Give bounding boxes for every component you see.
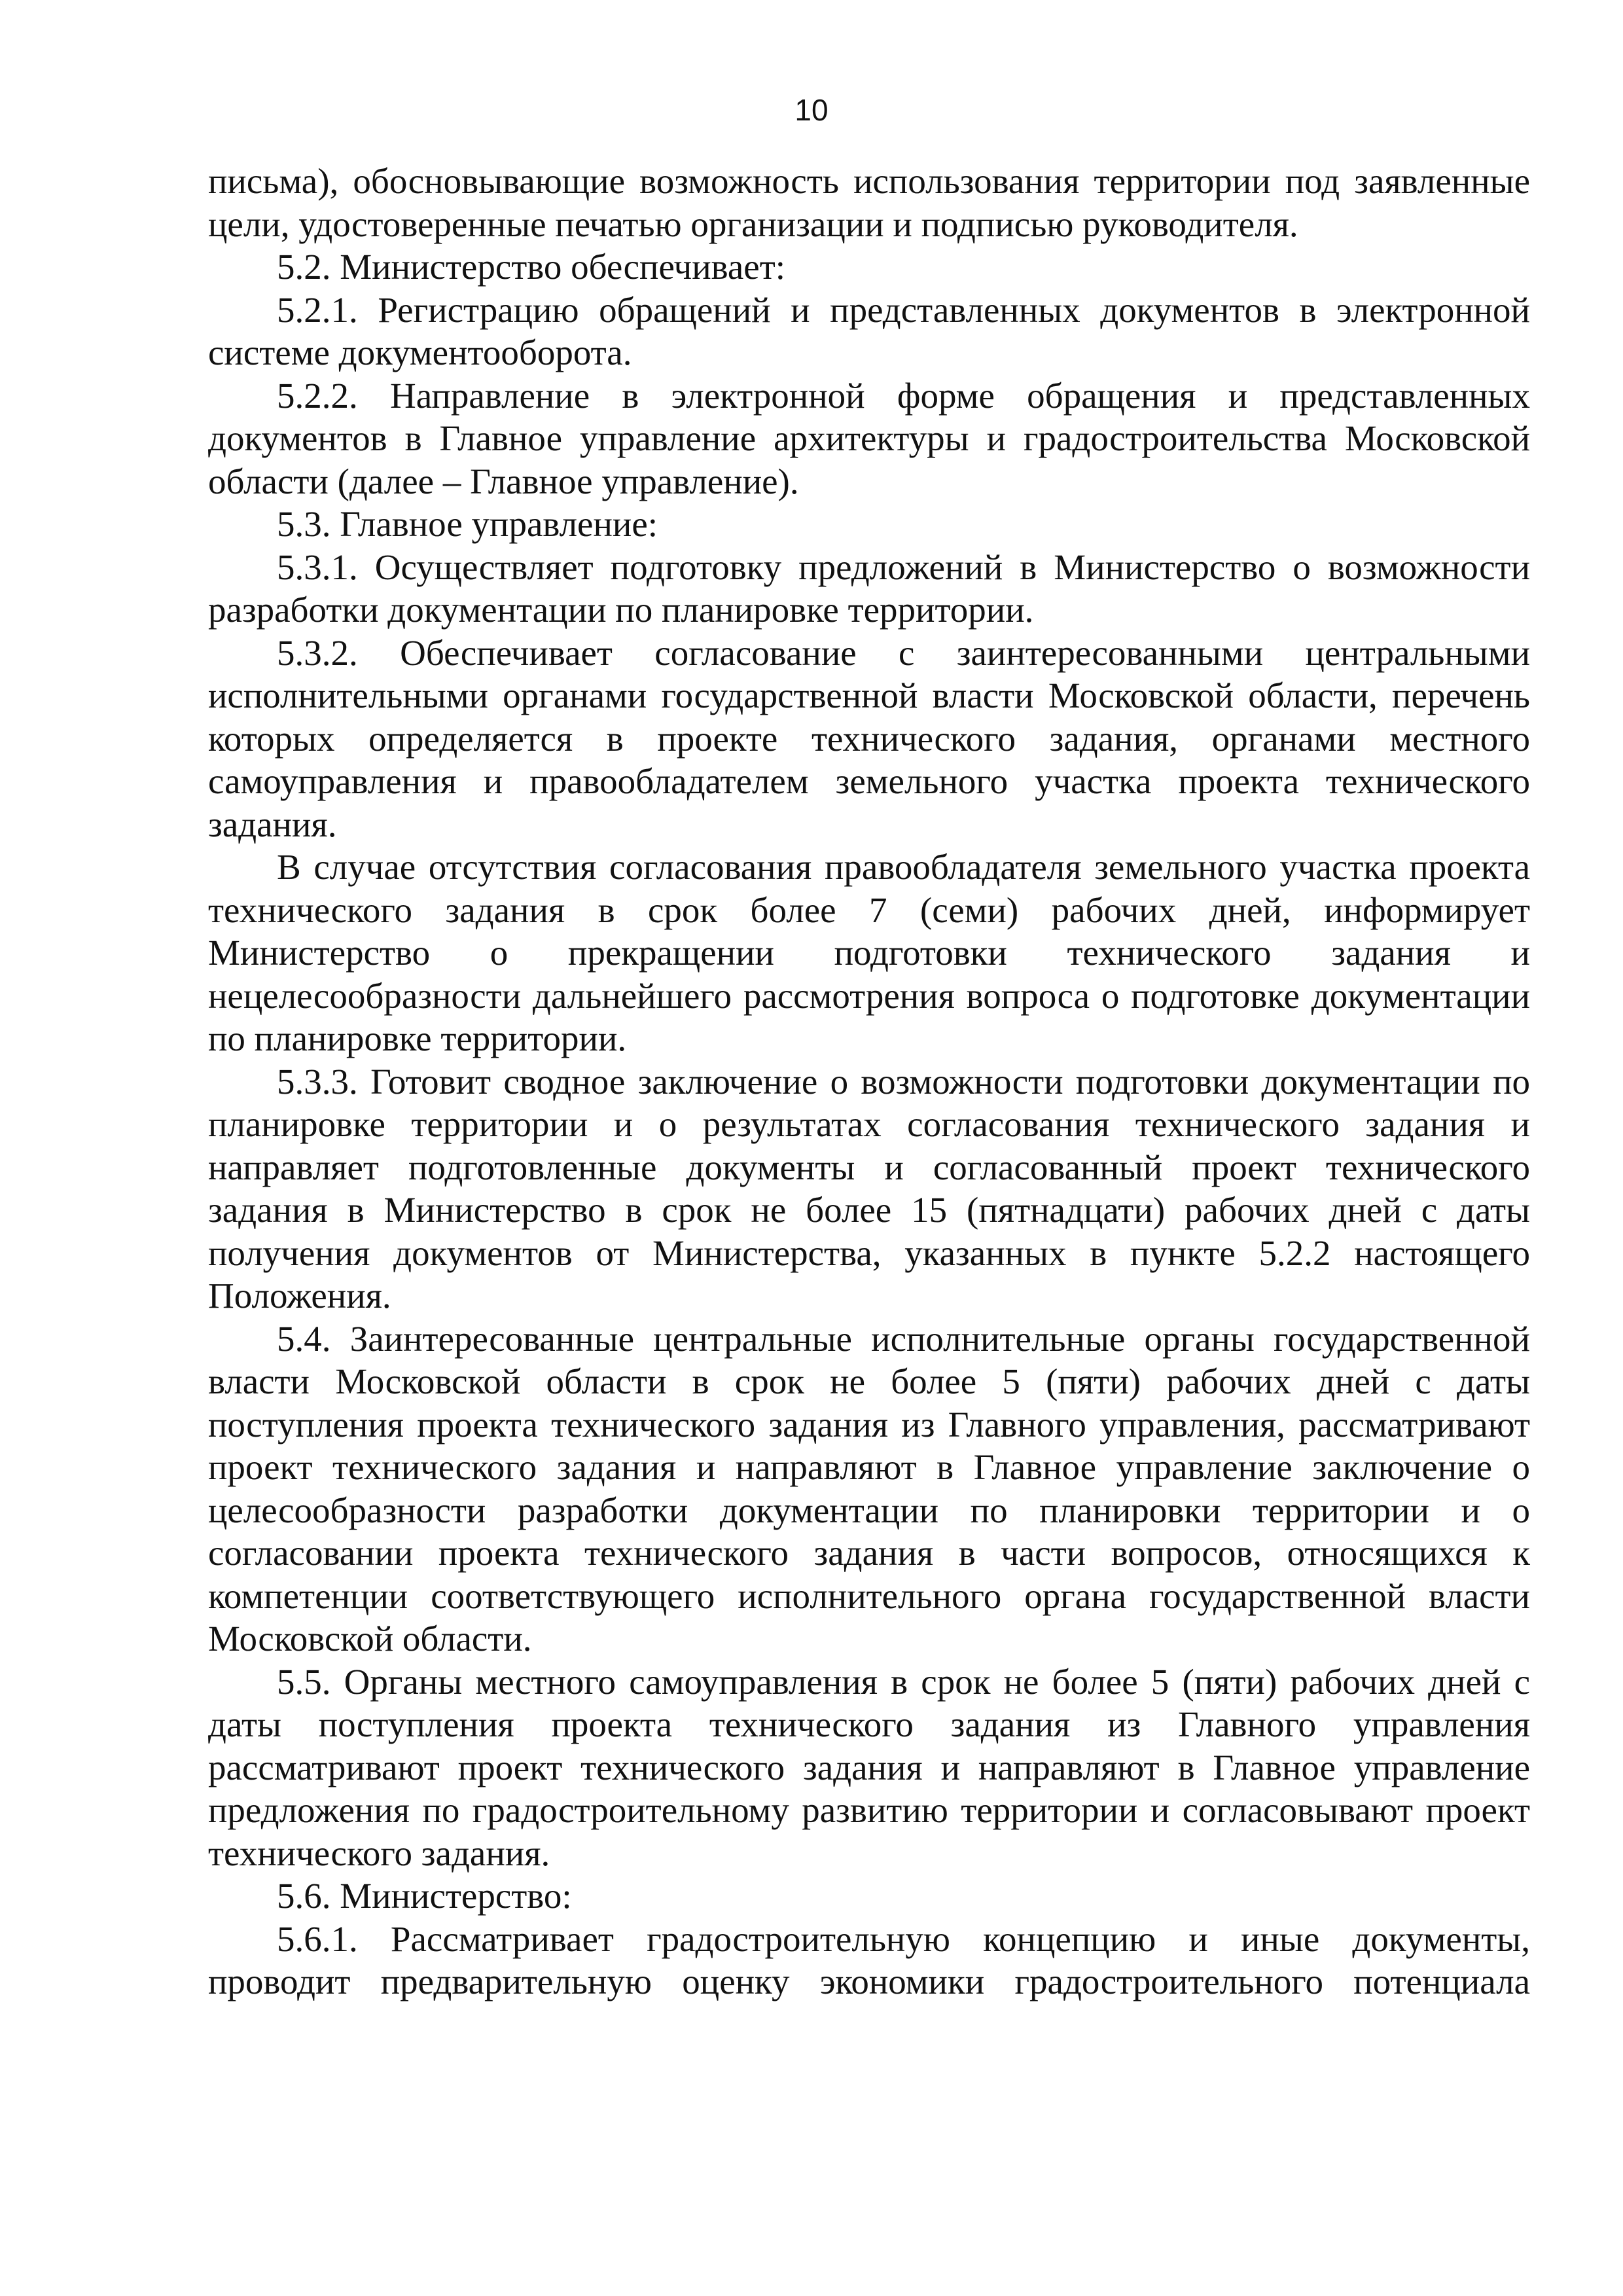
paragraph-5-3-2: 5.3.2. Обеспечивает согласование с заинтересованными центральными исполнительными органами государственной власти Московской области, перечень которых определяется в проекте технического задания, органами местного самоуправления и правообладателем земельного участка проекта технического задания. (208, 632, 1530, 844)
paragraph-5-4: 5.4. Заинтересованные центральные исполнительные органы государственной власти Московской области в срок не более 5 (пяти) рабочих дней с даты поступления проекта технического задания из Главного управления, рассматривают проект технического задания и направляют в Главное управление заключение о целесообразности разработки документации по планировки территории и о согласовании проекта технического задания в части вопросов, относящихся к компетенции соответствующего исполнительного органа государственной власти Московской области. (208, 1318, 1530, 1659)
paragraph-5-2-2: 5.2.2. Направление в электронной форме обращения и представленных документов в Главное управление архитектуры и градостроительства Московской области (далее – Главное управление). (208, 375, 1530, 501)
paragraph-5-3-2-note: В случае отсутствия согласования правообладателя земельного участка проекта технического задания в срок более 7 (семи) рабочих дней, информирует Министерство о прекращении подготовки технического задания и нецелесообразности дальнейшего рассмотрения вопроса о подготовке документации по планировке территории. (208, 847, 1530, 1058)
page-number: 10 (794, 93, 829, 127)
paragraph-5-2-1: 5.2.1. Регистрацию обращений и представленных документов в электронной системе документооборота. (208, 289, 1530, 372)
paragraph-5-6: 5.6. Министерство: (277, 1876, 572, 1916)
paragraph-5-2: 5.2. Министерство обеспечивает: (277, 247, 786, 287)
paragraph-5-6-1: 5.6.1. Рассматривает градостроительную концепцию и иные документы, проводит предварительную оценку экономики градостроительного потенциала (208, 1918, 1530, 2001)
paragraph-5-3: 5.3. Главное управление: (277, 504, 658, 544)
paragraph-5-3-3: 5.3.3. Готовит сводное заключение о возможности подготовки документации по планировке территории и о результатах согласования технического задания и направляет подготовленные документы и согласованный проект технического задания в Министерство в срок не более 15 (пятнадцати) рабочих дней с даты получения документов от Министерства, указанных в пункте 5.2.2 настоящего Положения. (208, 1061, 1530, 1316)
document-body (208, 160, 1530, 2003)
paragraph-5-5: 5.5. Органы местного самоуправления в срок не более 5 (пяти) рабочих дней с даты поступления проекта технического задания из Главного управления рассматривают проект технического задания и направляют в Главное управление предложения по градостроительному развитию территории и согласовывают проект технического задания. (208, 1661, 1530, 1873)
paragraph-5-3-1: 5.3.1. Осуществляет подготовку предложений в Министерство о возможности разработки документации по планировке территории. (208, 547, 1530, 630)
paragraph-continuation: письма), обосновывающие возможность использования территории под заявленные цели, удостоверенные печатью организации и подписью руководителя. (208, 161, 1530, 244)
